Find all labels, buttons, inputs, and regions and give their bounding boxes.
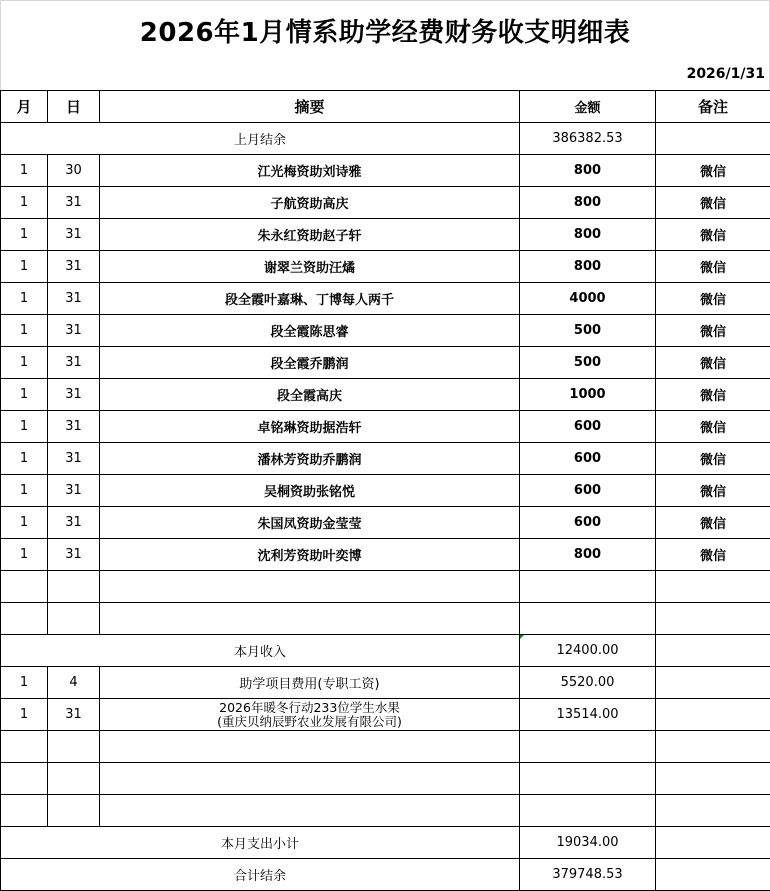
cell-remark[interactable]	[656, 667, 770, 699]
empty-cell[interactable]	[520, 795, 656, 827]
cell-month[interactable]: 1	[1, 187, 48, 219]
summary-line-1: 2026年暖冬行动233位学生水果	[219, 699, 400, 715]
month-income-remark[interactable]	[656, 635, 770, 667]
month-income-amount[interactable]: 12400.00	[520, 635, 656, 667]
table-row	[1, 219, 770, 251]
cell-day[interactable]: 31	[48, 251, 100, 283]
cell-summary[interactable]: 卓铭琳资助据浩轩	[100, 411, 520, 443]
prev-balance-amount[interactable]: 386382.53	[520, 123, 656, 155]
report-date: 2026/1/31	[686, 66, 765, 82]
cell-amount[interactable]: 5520.00	[520, 667, 656, 699]
cell-summary[interactable]: 段全霞乔鹏润	[100, 347, 520, 379]
table-row	[1, 155, 770, 187]
cell-remark[interactable]: 微信	[656, 411, 770, 443]
cell-remark[interactable]: 微信	[656, 219, 770, 251]
cell-amount[interactable]: 800	[520, 219, 656, 251]
empty-cell[interactable]	[1, 795, 48, 827]
cell-summary[interactable]: 潘林芳资助乔鹏润	[100, 443, 520, 475]
empty-cell[interactable]	[656, 795, 770, 827]
table-row	[1, 443, 770, 475]
month-expense-remark[interactable]	[656, 827, 770, 859]
cell-month[interactable]: 1	[1, 251, 48, 283]
page-title: 2026年1月情系助学经费财务收支明细表	[0, 0, 770, 59]
empty-cell[interactable]	[48, 795, 100, 827]
empty-row	[1, 731, 770, 763]
empty-cell[interactable]	[520, 731, 656, 763]
cell-day[interactable]: 31	[48, 187, 100, 219]
prev-balance-label[interactable]: 上月结余	[1, 123, 520, 155]
summary-line-2: (重庆贝纳辰野农业发展有限公司)	[217, 713, 402, 729]
empty-cell[interactable]	[48, 731, 100, 763]
cell-summary[interactable]: 沈利芳资助叶奕博	[100, 539, 520, 571]
table-row	[1, 475, 770, 507]
empty-row	[1, 763, 770, 795]
table-row	[1, 699, 770, 731]
report-date-row	[0, 58, 770, 90]
cell-amount[interactable]: 800	[520, 539, 656, 571]
cell-day[interactable]: 31	[48, 347, 100, 379]
month-expense-row	[1, 827, 770, 859]
cell-remark[interactable]: 微信	[656, 443, 770, 475]
cell-month[interactable]: 1	[1, 155, 48, 187]
cell-remark[interactable]: 微信	[656, 347, 770, 379]
header-summary[interactable]: 摘要	[100, 91, 520, 123]
cell-summary[interactable]: 段全霞陈思睿	[100, 315, 520, 347]
table-row	[1, 347, 770, 379]
empty-cell[interactable]	[1, 731, 48, 763]
cell-remark[interactable]: 微信	[656, 539, 770, 571]
empty-cell[interactable]	[520, 603, 656, 635]
table-row	[1, 315, 770, 347]
cell-day[interactable]: 31	[48, 315, 100, 347]
cell-month[interactable]: 1	[1, 219, 48, 251]
cell-summary[interactable]: 江光梅资助刘诗雅	[100, 155, 520, 187]
cell-remark[interactable]: 微信	[656, 283, 770, 315]
empty-cell[interactable]	[100, 571, 520, 603]
empty-cell[interactable]	[656, 571, 770, 603]
cell-amount[interactable]: 600	[520, 443, 656, 475]
table-row	[1, 539, 770, 571]
cell-amount[interactable]: 800	[520, 187, 656, 219]
cell-summary[interactable]: 朱国凤资助金莹莹	[100, 507, 520, 539]
month-expense-label[interactable]: 本月支出小计	[1, 827, 520, 859]
empty-cell[interactable]	[48, 763, 100, 795]
empty-cell[interactable]	[1, 571, 48, 603]
table-row	[1, 283, 770, 315]
cell-day[interactable]: 31	[48, 379, 100, 411]
table-row	[1, 251, 770, 283]
cell-day[interactable]: 31	[48, 283, 100, 315]
prev-balance-remark[interactable]	[656, 123, 770, 155]
cell-day[interactable]: 31	[48, 475, 100, 507]
cell-month[interactable]: 1	[1, 315, 48, 347]
cell-amount[interactable]: 800	[520, 155, 656, 187]
empty-cell[interactable]	[1, 763, 48, 795]
cell-amount[interactable]: 600	[520, 507, 656, 539]
cell-amount[interactable]: 500	[520, 347, 656, 379]
cell-summary[interactable]: 段全霞高庆	[100, 379, 520, 411]
total-balance-remark[interactable]	[656, 859, 770, 891]
cell-remark[interactable]: 微信	[656, 475, 770, 507]
prev-balance-row	[1, 123, 770, 155]
table-row	[1, 667, 770, 699]
cell-summary[interactable]: 助学项目费用(专职工资)	[100, 667, 520, 699]
cell-remark[interactable]: 微信	[656, 155, 770, 187]
empty-cell[interactable]	[656, 763, 770, 795]
cell-amount[interactable]: 4000	[520, 283, 656, 315]
month-income-row	[1, 635, 770, 667]
table-row	[1, 379, 770, 411]
table-row	[1, 187, 770, 219]
cell-month[interactable]: 1	[1, 475, 48, 507]
total-balance-row	[1, 859, 770, 891]
empty-cell[interactable]	[520, 763, 656, 795]
empty-cell[interactable]	[100, 795, 520, 827]
cell-day[interactable]: 31	[48, 699, 100, 731]
empty-cell[interactable]	[656, 603, 770, 635]
cell-amount[interactable]: 1000	[520, 379, 656, 411]
ledger-table	[0, 90, 770, 891]
cell-remark[interactable]: 微信	[656, 315, 770, 347]
cell-summary[interactable]: 段全霞叶嘉琳、丁博每人两千	[100, 283, 520, 315]
cell-summary[interactable]: 谢翠兰资助汪燏	[100, 251, 520, 283]
total-balance-amount[interactable]: 379748.53	[520, 859, 656, 891]
empty-cell[interactable]	[100, 603, 520, 635]
cell-day[interactable]: 31	[48, 507, 100, 539]
cell-month[interactable]: 1	[1, 539, 48, 571]
empty-cell[interactable]	[520, 571, 656, 603]
cell-remark[interactable]: 微信	[656, 507, 770, 539]
total-balance-label[interactable]: 合计结余	[1, 859, 520, 891]
cell-month[interactable]: 1	[1, 379, 48, 411]
empty-row	[1, 603, 770, 635]
cell-day[interactable]: 31	[48, 219, 100, 251]
empty-cell[interactable]	[48, 603, 100, 635]
cell-amount[interactable]: 600	[520, 475, 656, 507]
cell-day[interactable]: 31	[48, 411, 100, 443]
month-income-label[interactable]: 本月收入	[1, 635, 520, 667]
cell-amount[interactable]: 600	[520, 411, 656, 443]
cell-summary[interactable]: 朱永红资助赵子轩	[100, 219, 520, 251]
cell-month[interactable]: 1	[1, 347, 48, 379]
cell-month[interactable]: 1	[1, 443, 48, 475]
cell-month[interactable]: 1	[1, 667, 48, 699]
empty-cell[interactable]	[48, 571, 100, 603]
header-remark[interactable]: 备注	[656, 91, 770, 123]
cell-summary[interactable]: 子航资助高庆	[100, 187, 520, 219]
cell-remark[interactable]: 微信	[656, 251, 770, 283]
empty-cell[interactable]	[1, 603, 48, 635]
empty-row	[1, 795, 770, 827]
empty-cell[interactable]	[656, 731, 770, 763]
month-expense-amount[interactable]: 19034.00	[520, 827, 656, 859]
cell-remark[interactable]	[656, 699, 770, 731]
cell-month[interactable]: 1	[1, 411, 48, 443]
header-month[interactable]: 月	[1, 91, 48, 123]
cell-summary[interactable]	[100, 699, 520, 731]
table-row	[1, 411, 770, 443]
cell-day[interactable]: 30	[48, 155, 100, 187]
empty-cell[interactable]	[100, 731, 520, 763]
header-amount[interactable]: 金额	[520, 91, 656, 123]
cell-remark[interactable]: 微信	[656, 379, 770, 411]
header-row	[1, 91, 770, 123]
cell-month[interactable]: 1	[1, 699, 48, 731]
cell-amount[interactable]: 13514.00	[520, 699, 656, 731]
empty-cell[interactable]	[100, 763, 520, 795]
table-row	[1, 507, 770, 539]
cell-day[interactable]: 31	[48, 539, 100, 571]
cell-summary[interactable]: 吴桐资助张铭悦	[100, 475, 520, 507]
cell-remark[interactable]: 微信	[656, 187, 770, 219]
cell-amount[interactable]: 800	[520, 251, 656, 283]
cell-day[interactable]: 31	[48, 443, 100, 475]
header-day[interactable]: 日	[48, 91, 100, 123]
cell-day[interactable]: 4	[48, 667, 100, 699]
cell-month[interactable]: 1	[1, 283, 48, 315]
cell-month[interactable]: 1	[1, 507, 48, 539]
cell-amount[interactable]: 500	[520, 315, 656, 347]
empty-row	[1, 571, 770, 603]
